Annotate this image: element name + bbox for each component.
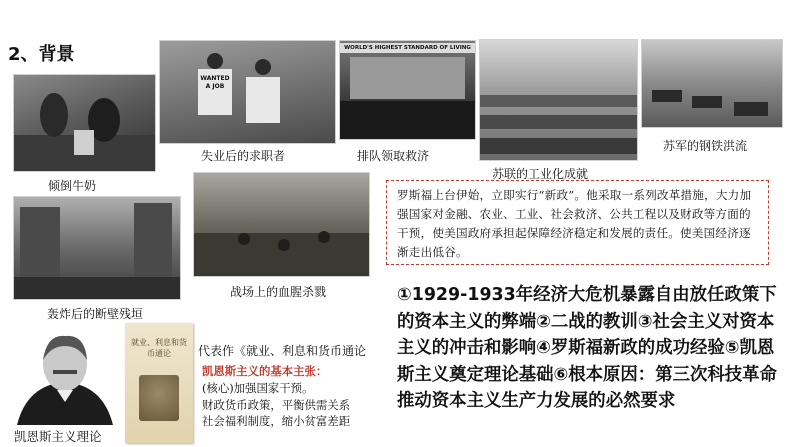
new-deal-textbox: 罗斯福上台伊始，立即实行“新政”。他采取一系列改革措施，大力加强国家对金融、农业、工业、社会救济、公共工程以及财政等方面的干预，使美国政府承担起保障经济稳定和发展的责任。使美国经济逐渐走出低谷。 <box>386 180 769 265</box>
job-seekers-photo <box>160 41 335 143</box>
queue-relief-caption: 排队领取救济 <box>357 149 430 163</box>
keynes-caption: 凯恩斯主义理论 <box>14 429 102 444</box>
book-cover-portrait <box>139 375 179 421</box>
job-seekers-caption: 失业后的求职者 <box>201 149 286 163</box>
tanks-illustration <box>642 40 782 127</box>
pour-milk-caption: 倾倒牛奶 <box>48 179 97 193</box>
job-seekers-illustration <box>160 41 335 143</box>
keynes-portrait <box>7 330 123 425</box>
keynes-points-heading: 凯恩斯主义的基本主张： <box>202 364 328 378</box>
soviet-tanks-photo <box>642 40 782 127</box>
pour-milk-illustration <box>14 75 155 171</box>
section-heading: 2、背景 <box>8 44 75 65</box>
queue-illustration <box>340 41 475 139</box>
book-cover-title: 就业、利息和货币通论 <box>131 338 187 358</box>
general-theory-book-cover <box>125 323 193 443</box>
ruins-photo <box>14 197 180 299</box>
keynes-illustration <box>7 330 123 425</box>
queue-relief-photo <box>340 41 475 139</box>
representative-work: 代表作《就业、利息和货币通论 <box>198 344 367 358</box>
keynes-point-welfare: 社会福利制度，缩小贫富差距 <box>202 414 351 428</box>
battlefield-photo <box>194 173 369 276</box>
soviet-industry-photo <box>480 40 637 160</box>
battlefield-illustration <box>194 173 369 276</box>
keynes-point-core: (核心)加强国家干预。 <box>202 381 314 395</box>
billboard-text: WORLD'S HIGHEST STANDARD OF LIVING <box>340 43 475 53</box>
job-sign-text: WANTED A JOB <box>200 75 230 90</box>
keynes-point-fiscal: 财政货币政策，平衡供需关系 <box>202 398 351 412</box>
battlefield-caption: 战场上的血腥杀戮 <box>230 285 327 299</box>
soviet-industry-caption: 苏联的工业化成就 <box>492 167 589 181</box>
ruins-illustration <box>14 197 180 299</box>
ruins-caption: 轰炸后的断壁残垣 <box>47 307 144 321</box>
pour-milk-photo <box>14 75 155 171</box>
tractor-rows-illustration <box>480 40 637 160</box>
background-summary: ①1929-1933年经济大危机暴露自由放任政策下的资本主义的弊端②二战的教训③社会主义对资本主义的冲击和影响④罗斯福新政的成功经验⑤凯恩斯主义奠定理论基础⑥根本原因：第三次科技革命推动资本主义生产力发展的必然要求 <box>397 285 777 411</box>
soviet-tanks-caption: 苏军的钢铁洪流 <box>663 139 748 153</box>
